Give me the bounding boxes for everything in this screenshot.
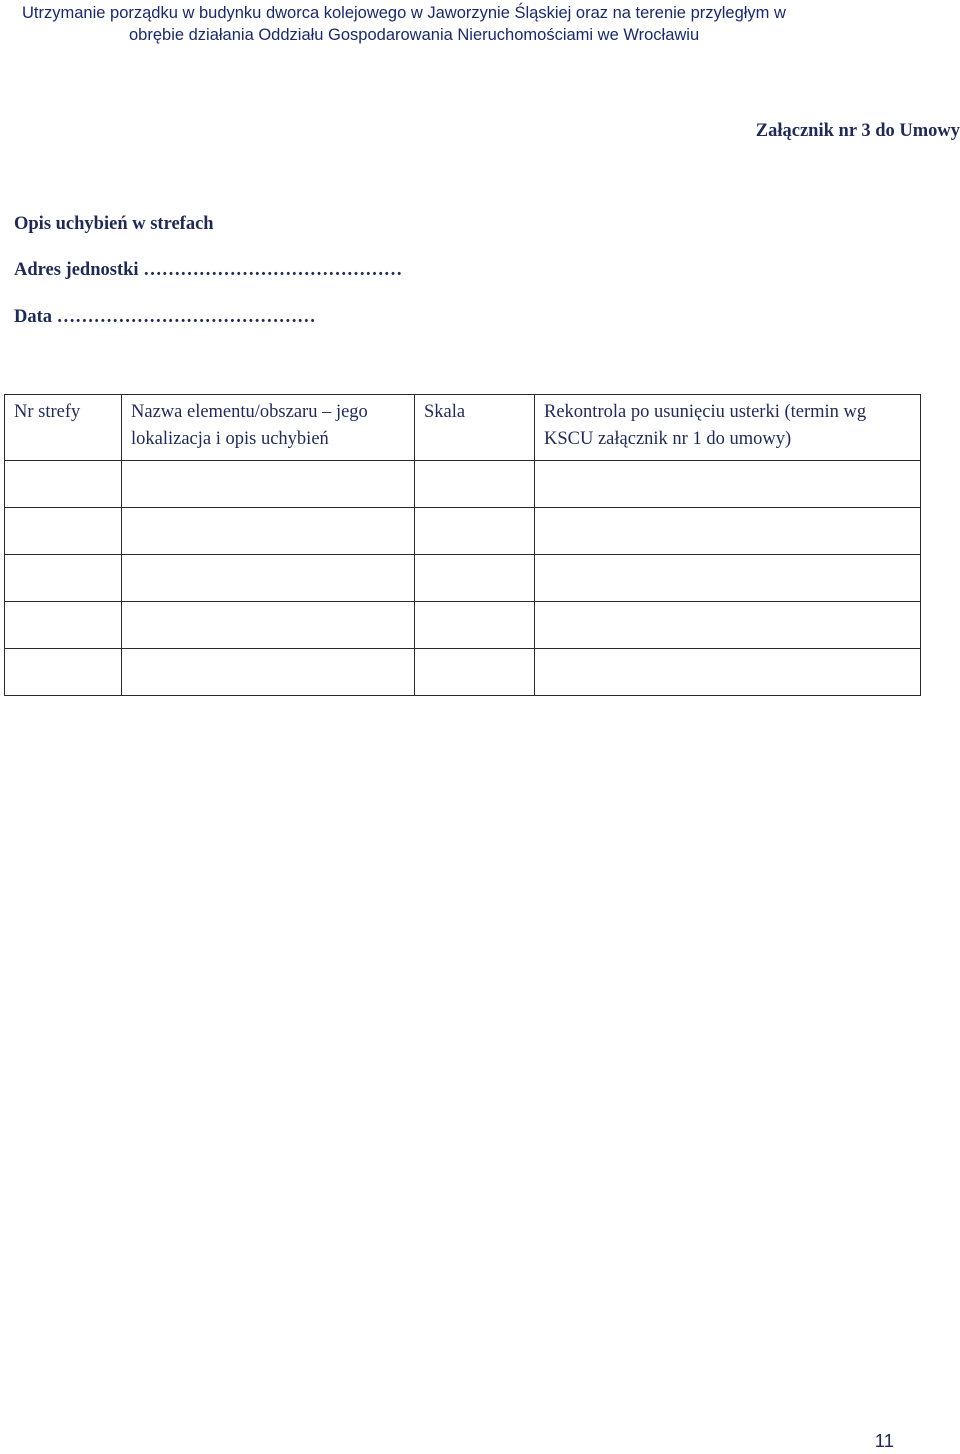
table-cell[interactable]	[415, 555, 535, 602]
table-cell[interactable]	[5, 649, 122, 696]
address-label: Adres jednostki	[14, 260, 139, 280]
table-cell[interactable]	[122, 508, 415, 555]
table-cell[interactable]	[535, 461, 921, 508]
table-cell[interactable]	[122, 649, 415, 696]
table-cell[interactable]	[535, 555, 921, 602]
date-fill-dots: ……………………………………	[56, 307, 316, 327]
date-label: Data	[14, 307, 53, 327]
document-running-header	[0, 2, 960, 46]
header-line-1: Utrzymanie porządku w budynku dworca kolejowego w Jaworzynie Śląskiej oraz na terenie przyległym w	[22, 4, 786, 22]
table-cell[interactable]	[5, 508, 122, 555]
address-field	[14, 260, 402, 281]
header-recheck: Rekontrola po usunięciu usterki (termin wg KSCU załącznik nr 1 do umowy)	[535, 395, 921, 461]
header-element-description: Nazwa elementu/obszaru – jego lokalizacja i opis uchybień	[122, 395, 415, 461]
deficiencies-table	[4, 394, 921, 696]
header-scale: Skala	[415, 395, 535, 461]
header-line-2: obrębie działania Oddziału Gospodarowania Nieruchomościami we Wrocławiu	[129, 26, 700, 44]
table-cell[interactable]	[122, 555, 415, 602]
table-cell[interactable]	[5, 555, 122, 602]
table-cell[interactable]	[122, 461, 415, 508]
table-cell[interactable]	[5, 461, 122, 508]
annex-label: Załącznik nr 3 do Umowy	[755, 121, 960, 141]
table-cell[interactable]	[415, 461, 535, 508]
table-cell[interactable]	[415, 508, 535, 555]
page-number: 11	[874, 1430, 894, 1451]
form-title: Opis uchybień w strefach	[14, 214, 214, 234]
table-cell[interactable]	[535, 602, 921, 649]
table-row	[5, 461, 921, 508]
table-cell[interactable]	[535, 649, 921, 696]
table-row	[5, 555, 921, 602]
address-fill-dots: ……………………………………	[143, 260, 403, 280]
header-zone-number: Nr strefy	[5, 395, 122, 461]
date-field	[14, 307, 316, 328]
table-header-row	[5, 395, 921, 461]
table-row	[5, 508, 921, 555]
table-cell[interactable]	[535, 508, 921, 555]
table-cell[interactable]	[415, 649, 535, 696]
table-cell[interactable]	[415, 602, 535, 649]
table-row	[5, 649, 921, 696]
table-cell[interactable]	[5, 602, 122, 649]
table-cell[interactable]	[122, 602, 415, 649]
table-row	[5, 602, 921, 649]
